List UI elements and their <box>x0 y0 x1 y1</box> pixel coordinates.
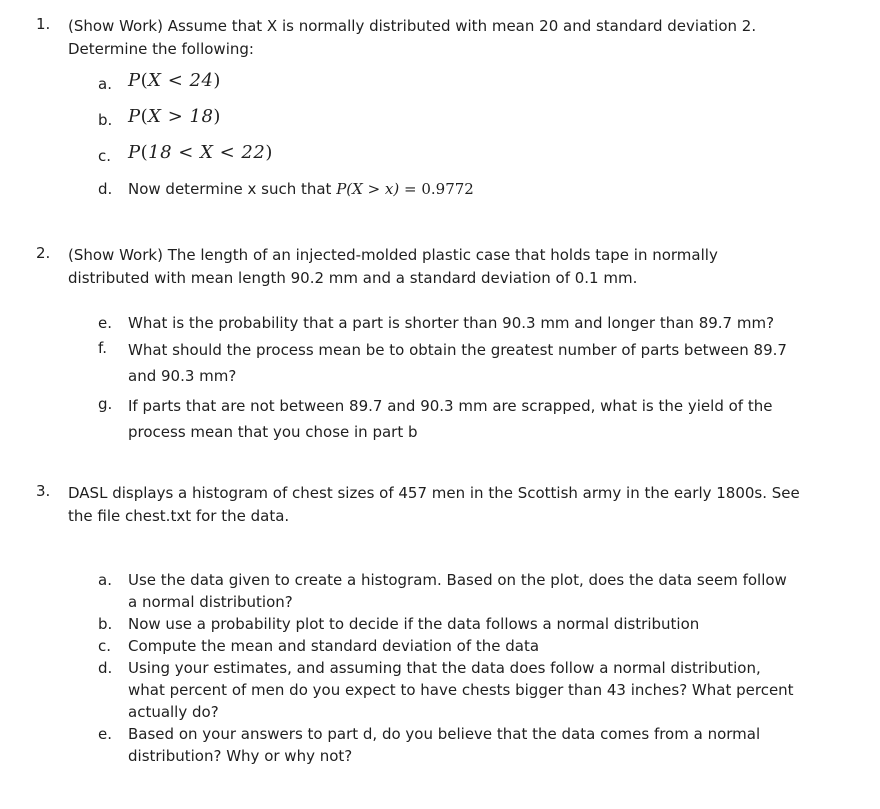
item-letter: d. <box>98 180 113 198</box>
item-text-span: Now determine x such that <box>128 180 337 198</box>
math-paren: ) <box>213 106 221 127</box>
item-text <box>128 635 808 657</box>
item-text-line: a normal distribution? <box>128 593 293 611</box>
question-text <box>68 482 836 528</box>
q2-item-g <box>68 393 808 445</box>
question-text-line: Determine the following: <box>68 40 254 58</box>
item-letter: a. <box>98 75 112 93</box>
item-text-line: What should the process mean be to obtain the greatest number of parts between 89.7 <box>128 341 787 359</box>
question-text <box>68 244 836 290</box>
item-text-line: actually do? <box>128 703 219 721</box>
item-text-line: If parts that are not between 89.7 and 90.3 mm are scrapped, what is the yield of the <box>128 397 773 415</box>
q2-subitems <box>68 312 808 445</box>
math-fn: P <box>128 142 141 163</box>
item-text <box>128 312 808 334</box>
math-paren: ( <box>140 106 149 127</box>
item-text <box>128 393 808 445</box>
item-letter: g. <box>98 395 113 413</box>
math-expr: X > 18 <box>148 106 214 127</box>
item-inline-math: P(X > x) <box>336 180 400 198</box>
math-paren: ) <box>213 70 221 91</box>
item-letter: c. <box>98 147 112 165</box>
item-math <box>128 106 808 128</box>
question-number: 1. <box>36 15 51 33</box>
math-fn: P <box>128 106 141 127</box>
item-letter: e. <box>98 314 112 332</box>
question-text-line: (Show Work) Assume that X is normally distributed with mean 20 and standard deviation 2. <box>68 17 757 35</box>
q1-item-a <box>68 70 808 106</box>
q2-item-e <box>68 312 808 334</box>
item-letter: f. <box>98 339 107 357</box>
item-letter: b. <box>98 615 113 633</box>
question-3 <box>36 482 836 528</box>
q3-subitems <box>68 569 808 767</box>
q1-subitems <box>68 70 808 200</box>
item-inline-math-tail: = 0.9772 <box>399 180 474 198</box>
math-paren: ( <box>140 142 149 163</box>
item-text-line: Now use a probability plot to decide if the data follows a normal distribution <box>128 615 700 633</box>
item-text-line: What is the probability that a part is shorter than 90.3 mm and longer than 89.7 mm? <box>128 314 775 332</box>
q1-item-d <box>68 178 808 200</box>
q3-item-a <box>68 569 808 613</box>
item-letter: b. <box>98 111 113 129</box>
item-math <box>128 142 808 164</box>
item-letter: d. <box>98 659 113 677</box>
item-text-line: Using your estimates, and assuming that the data does follow a normal distribution, <box>128 659 761 677</box>
q2-item-f <box>68 337 808 389</box>
math-fn: P <box>128 70 141 91</box>
item-text <box>128 569 808 613</box>
q3-item-d <box>68 657 808 723</box>
item-text-line: what percent of men do you expect to have chests bigger than 43 inches? What percent <box>128 681 794 699</box>
question-text <box>68 15 836 61</box>
item-text-line: Compute the mean and standard deviation of the data <box>128 637 540 655</box>
math-expr: 18 < X < 22 <box>148 142 266 163</box>
question-text-line: the file chest.txt for the data. <box>68 507 290 525</box>
q1-item-c <box>68 142 808 178</box>
item-text-line: process mean that you chose in part b <box>128 423 418 441</box>
item-text <box>128 178 808 200</box>
item-text <box>128 657 808 723</box>
question-1 <box>36 15 836 61</box>
math-paren: ( <box>140 70 149 91</box>
question-text-line: distributed with mean length 90.2 mm and a standard deviation of 0.1 mm. <box>68 269 638 287</box>
q3-item-b <box>68 613 808 635</box>
item-text <box>128 613 808 635</box>
q3-item-e <box>68 723 808 767</box>
item-text-line: distribution? Why or why not? <box>128 747 353 765</box>
question-text-line: (Show Work) The length of an injected-molded plastic case that holds tape in normally <box>68 246 718 264</box>
item-letter: c. <box>98 637 112 655</box>
question-number: 3. <box>36 482 51 500</box>
item-text <box>128 723 808 767</box>
q1-item-b <box>68 106 808 142</box>
item-letter: e. <box>98 725 112 743</box>
item-text-line: Use the data given to create a histogram. Based on the plot, does the data seem follow <box>128 571 787 589</box>
math-expr: X < 24 <box>148 70 214 91</box>
question-2 <box>36 244 836 290</box>
q3-item-c <box>68 635 808 657</box>
question-text-line: DASL displays a histogram of chest sizes of 457 men in the Scottish army in the early 1800s. See <box>68 484 800 502</box>
item-letter: a. <box>98 571 112 589</box>
question-number: 2. <box>36 244 51 262</box>
math-paren: ) <box>265 142 273 163</box>
item-text <box>128 337 808 389</box>
item-text-line: and 90.3 mm? <box>128 367 237 385</box>
item-text-line: Based on your answers to part d, do you believe that the data comes from a normal <box>128 725 761 743</box>
item-math <box>128 70 808 92</box>
